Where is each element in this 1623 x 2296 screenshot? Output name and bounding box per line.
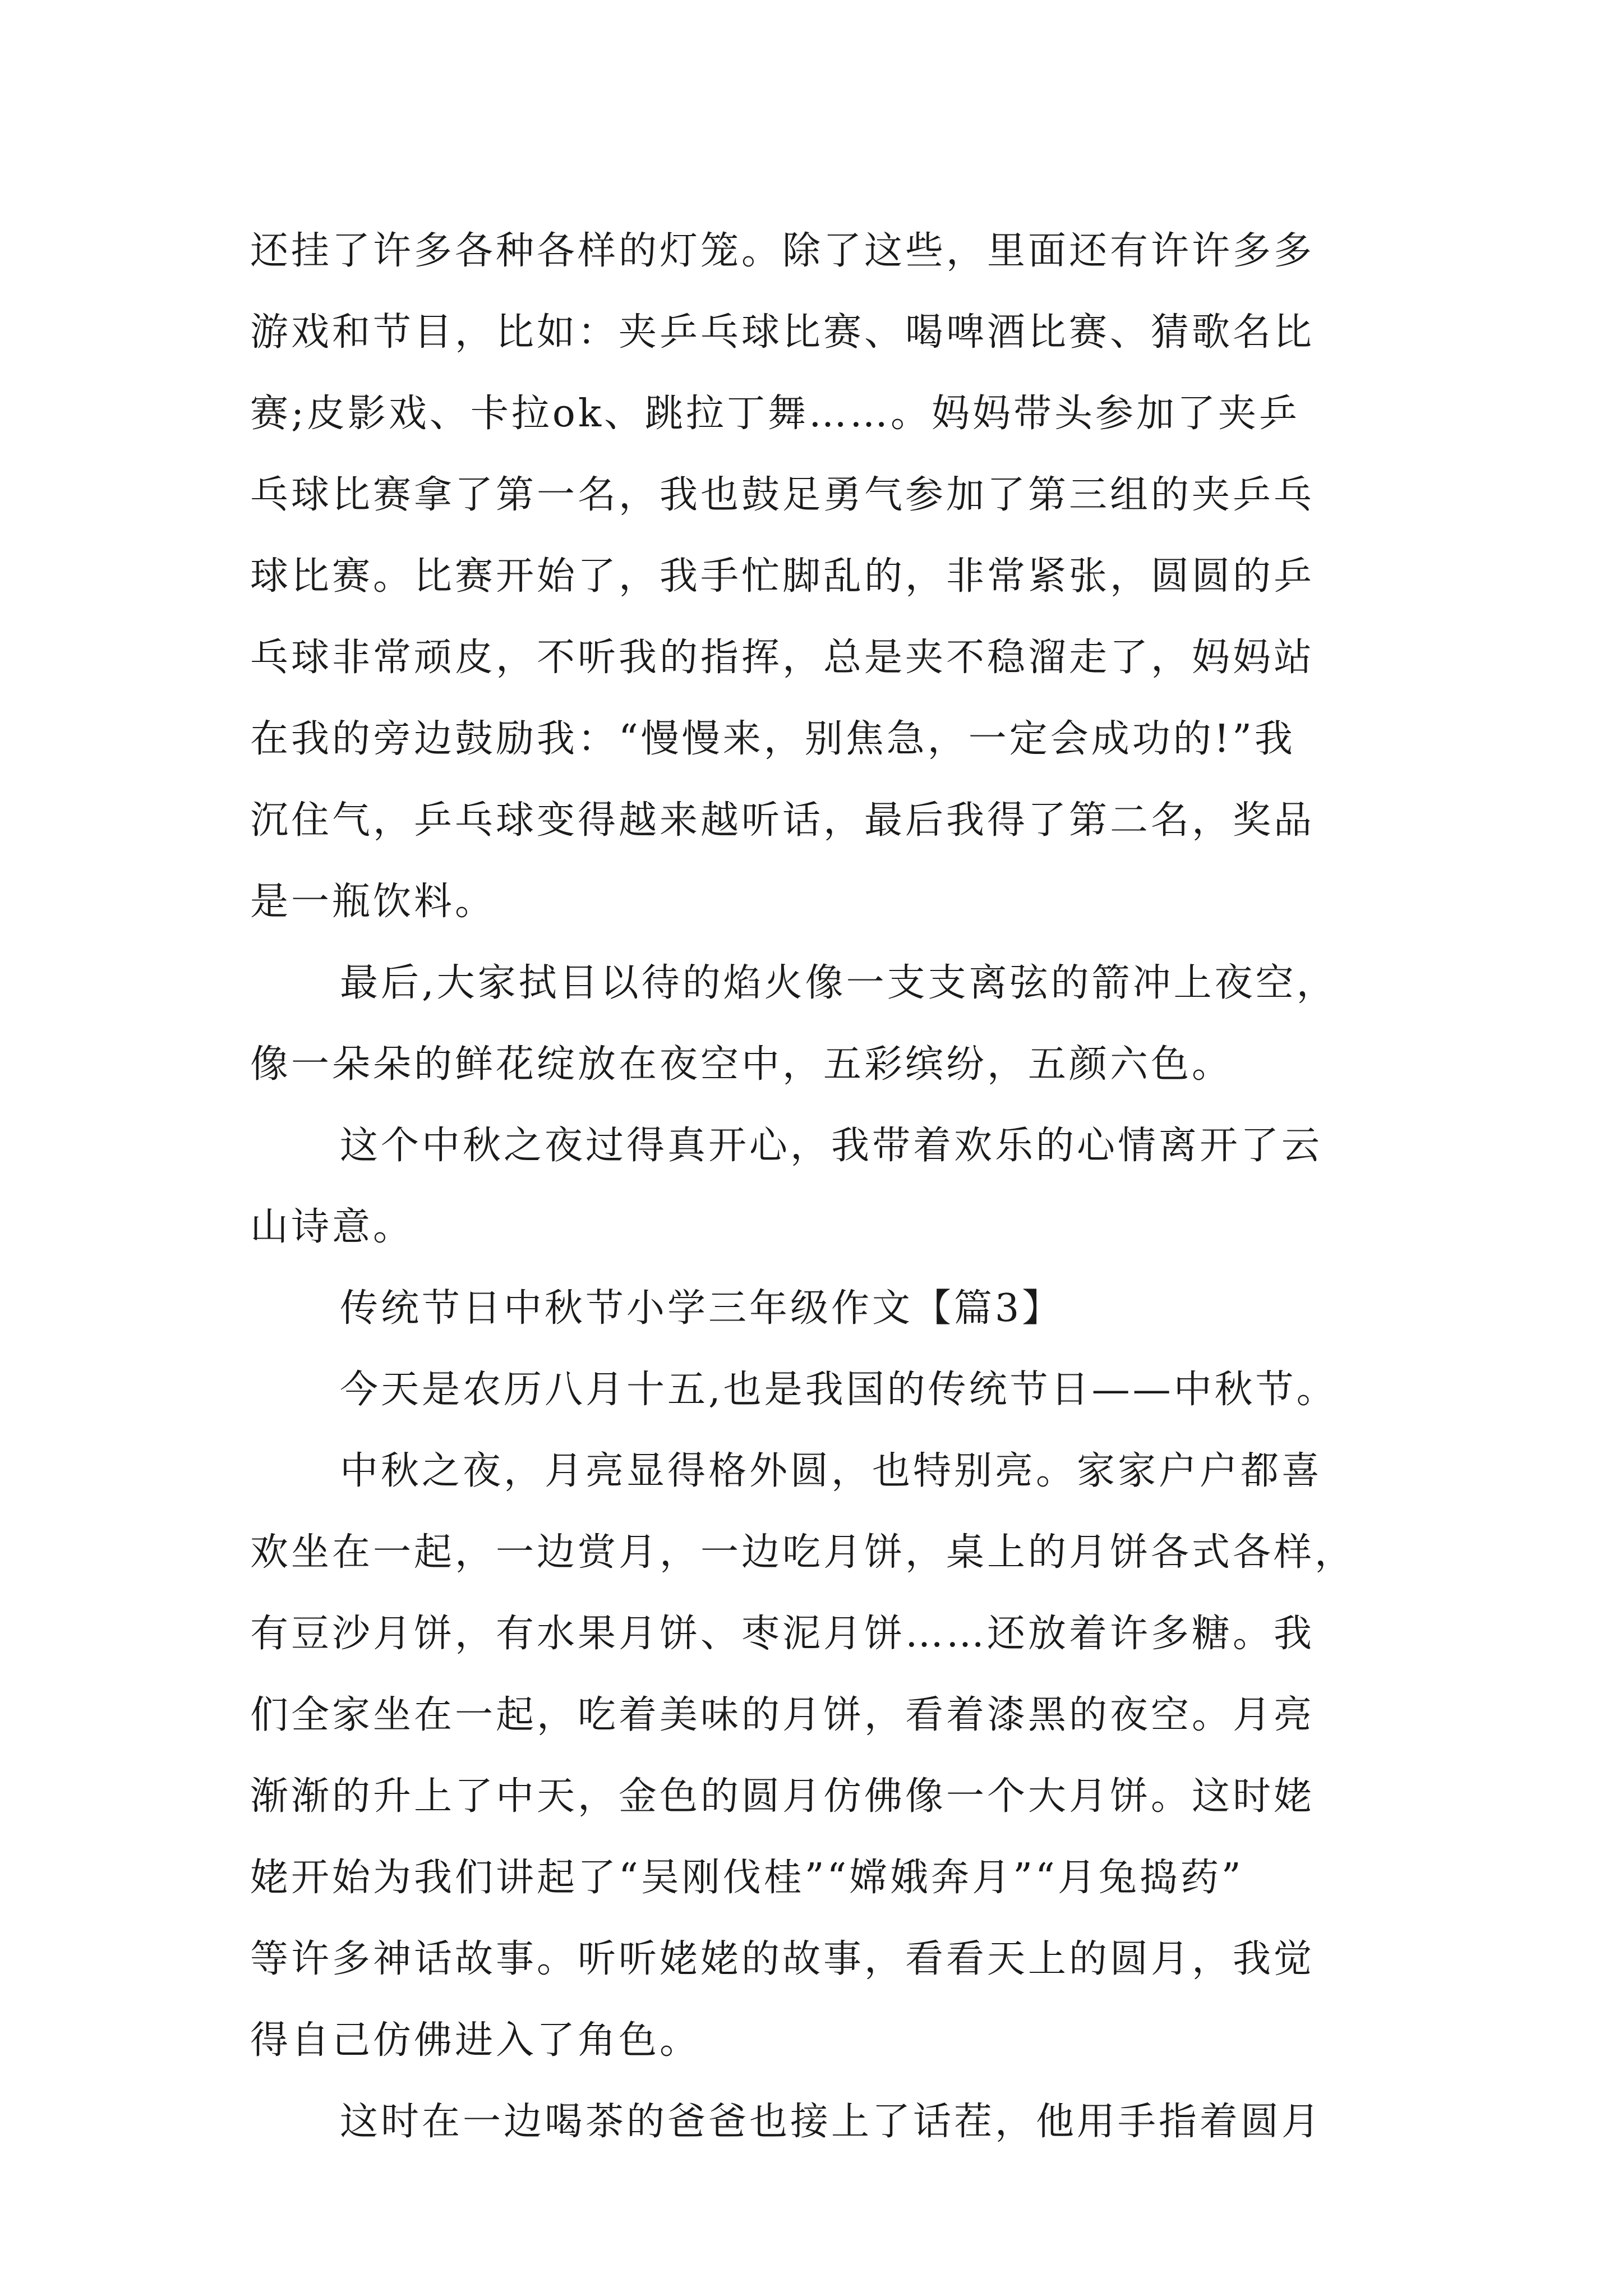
text-line: 得自己仿佛进入了角色。 — [250, 2018, 701, 2063]
text-line: 是一瓶饮料。 — [250, 880, 496, 924]
text-line: 在我的旁边鼓励我：“慢慢来，别焦急，一定会成功的!”我 — [250, 717, 1295, 761]
paragraph-start-line: 今天是农历八月十五,也是我国的传统节日——中秋节。 — [340, 1368, 1338, 1412]
paragraph-start-line: 中秋之夜，月亮显得格外圆，也特别亮。家家户户都喜 — [340, 1449, 1323, 1493]
text-line: 渐渐的升上了中天，金色的圆月仿佛像一个大月饼。这时姥 — [250, 1774, 1315, 1819]
paragraph-start-line: 这个中秋之夜过得真开心，我带着欢乐的心情离开了云 — [340, 1124, 1323, 1168]
text-line: 等许多神话故事。听听姥姥的故事，看看天上的圆月，我觉 — [250, 1937, 1315, 1981]
text-line: 沉住气，乒乓球变得越来越听话，最后我得了第二名，奖品 — [250, 798, 1315, 843]
text-line: 有豆沙月饼，有水果月饼、枣泥月饼……还放着许多糖。我 — [250, 1612, 1315, 1656]
text-line: 乓球非常顽皮，不听我的指挥，总是夹不稳溜走了，妈妈站 — [250, 636, 1315, 680]
text-line: 球比赛。比赛开始了，我手忙脚乱的，非常紧张，圆圆的乒 — [250, 554, 1315, 599]
text-line: 赛;皮影戏、卡拉ok、跳拉丁舞……。妈妈带头参加了夹乒 — [250, 392, 1301, 436]
text-line: 山诗意。 — [250, 1205, 414, 1249]
document-body — [250, 210, 1394, 2162]
paragraph-start-line: 最后,大家拭目以待的焰火像一支支离弦的箭冲上夜空， — [340, 961, 1338, 1005]
section-heading: 传统节日中秋节小学三年级作文【篇3】 — [340, 1286, 1063, 1331]
text-line: 欢坐在一起，一边赏月，一边吃月饼，桌上的月饼各式各样， — [250, 1530, 1356, 1575]
text-line: 还挂了许多各种各样的灯笼。除了这些，里面还有许许多多 — [250, 229, 1315, 273]
text-line: 游戏和节目，比如：夹乒乓球比赛、喝啤酒比赛、猜歌名比 — [250, 310, 1315, 355]
text-line: 们全家坐在一起，吃着美味的月饼，看着漆黑的夜空。月亮 — [250, 1693, 1315, 1737]
text-line: 像一朵朵的鲜花绽放在夜空中，五彩缤纷，五颜六色。 — [250, 1042, 1233, 1087]
text-line: 姥开始为我们讲起了“吴刚伐桂”“嫦娥奔月”“月兔捣药” — [250, 1856, 1244, 1900]
paragraph-start-line: 这时在一边喝茶的爸爸也接上了话茬，他用手指着圆月 — [340, 2100, 1323, 2144]
text-line: 乓球比赛拿了第一名，我也鼓足勇气参加了第三组的夹乒乓 — [250, 473, 1315, 517]
